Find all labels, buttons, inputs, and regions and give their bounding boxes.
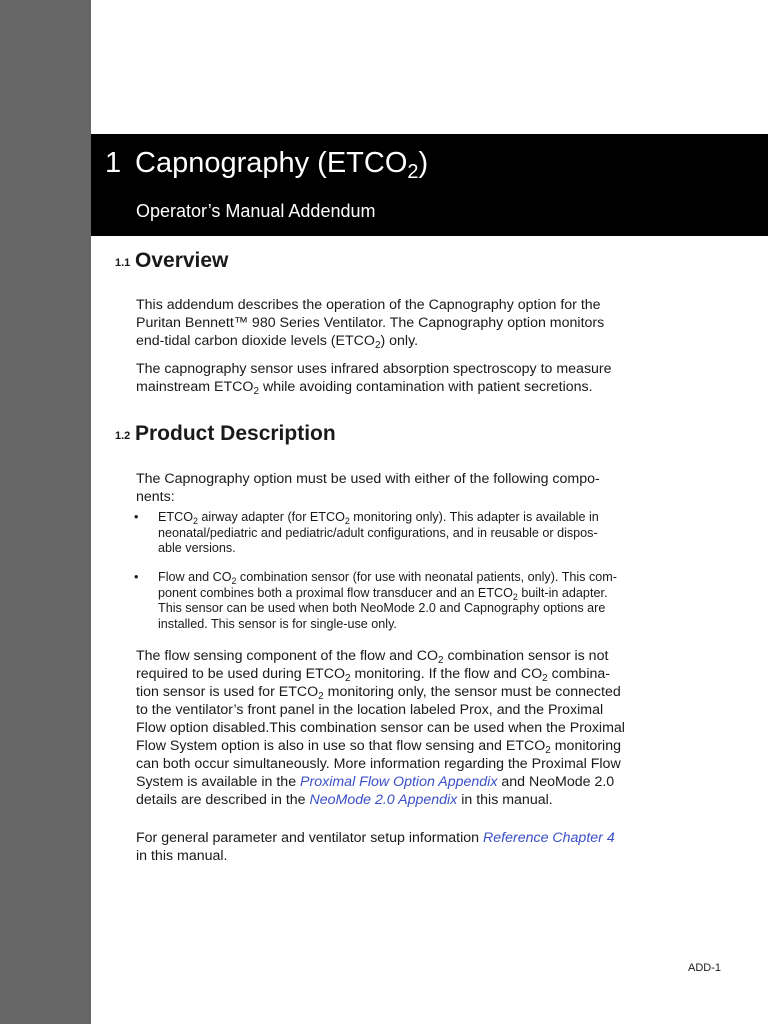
text-line: to the ventilator’s front panel in the location labeled Prox, and the Proximal <box>136 702 604 718</box>
text-run: combina- <box>547 666 610 682</box>
text-run: ponent combines both a proximal flow transducer and an ETCO <box>158 585 513 600</box>
text-line <box>136 378 632 396</box>
text-line <box>158 510 599 526</box>
section-heading-product-description <box>115 422 336 446</box>
text-run: in this manual. <box>457 792 553 808</box>
chapter-title-close: ) <box>418 147 429 179</box>
text-run: and NeoMode 2.0 <box>497 774 615 790</box>
text-run: while avoiding contamination with patient secretions. <box>259 379 593 395</box>
text-run: monitoring only). This adapter is available in <box>349 510 599 524</box>
product-intro-paragraph <box>136 470 632 506</box>
text-run: Flow System option is also in use so that flow sensing and ETCO <box>136 738 546 754</box>
chapter-title-subscript: 2 <box>407 161 419 183</box>
chapter-title <box>105 146 429 183</box>
text-line <box>136 737 632 755</box>
text-run: combination sensor is not <box>443 648 609 664</box>
text-run: Flow and CO <box>158 570 232 584</box>
text-line <box>136 773 632 791</box>
text-line <box>136 683 632 701</box>
chapter-title-text: Capnography (ETCO <box>135 147 408 179</box>
overview-paragraph-2 <box>136 360 632 396</box>
subscript: 2 <box>253 386 259 397</box>
overview-paragraph-1 <box>136 296 632 350</box>
text-run: The flow sensing component of the flow and CO <box>136 648 439 664</box>
text-line <box>136 647 632 665</box>
section-number: 1.1 <box>115 257 131 269</box>
bullet-text <box>158 570 617 632</box>
text-run: airway adapter (for ETCO <box>197 510 345 524</box>
chapter-header <box>91 134 768 236</box>
section-title: Product Description <box>135 422 336 445</box>
product-paragraph-flow-sensing <box>136 647 632 809</box>
subscript: 2 <box>318 691 324 702</box>
text-line: The capnography sensor uses infrared absorption spectroscopy to measure <box>136 361 612 377</box>
text-line: This addendum describes the operation of the Capnography option for the <box>136 297 601 313</box>
text-line: can both occur simultaneously. More information regarding the Proximal Flow <box>136 756 621 772</box>
text-run: System is available in the <box>136 774 301 790</box>
subscript: 2 <box>374 340 381 351</box>
subscript: 2 <box>512 591 518 602</box>
text-line <box>158 586 617 602</box>
text-run: mainstream ETCO <box>136 379 254 395</box>
text-run: monitoring. If the flow and CO <box>350 666 543 682</box>
subscript: 2 <box>345 673 351 684</box>
subscript: 2 <box>231 576 237 586</box>
section-title: Overview <box>135 249 229 272</box>
subscript: 2 <box>192 516 198 526</box>
chapter-number: 1 <box>105 147 122 179</box>
chapter-subtitle: Operator’s Manual Addendum <box>136 201 376 221</box>
section-number: 1.2 <box>115 430 131 442</box>
reference-chapter-4-link[interactable]: Reference Chapter 4 <box>483 830 615 846</box>
page-number: ADD-1 <box>688 962 722 974</box>
text-line: The Capnography option must be used with either of the following compo- <box>136 471 600 487</box>
text-line: installed. This sensor is for single-use only. <box>158 616 397 631</box>
text-line <box>136 665 632 683</box>
text-run: details are described in the <box>136 792 310 808</box>
subscript: 2 <box>344 516 350 526</box>
side-margin-bar <box>0 0 91 1024</box>
proximal-flow-appendix-link[interactable]: Proximal Flow Option Appendix <box>300 774 498 790</box>
text-line: neonatal/pediatric and pediatric/adult configurations, and in reusable or dispos- <box>158 525 598 540</box>
text-line: in this manual. <box>136 848 228 864</box>
text-line <box>158 570 617 586</box>
text-run: monitoring only, the sensor must be connected <box>323 684 621 700</box>
text-run: combination sensor (for use with neonatal patients, only). This com- <box>236 570 617 584</box>
text-run: tion sensor is used for ETCO <box>136 684 319 700</box>
subscript: 2 <box>438 655 444 666</box>
text-line: nents: <box>136 489 175 505</box>
text-line <box>136 791 632 809</box>
subscript: 2 <box>545 745 551 756</box>
text-line <box>136 829 632 847</box>
text-run: end-tidal carbon dioxide levels (ETCO <box>136 333 375 349</box>
bullet-text <box>158 510 599 557</box>
neomode-appendix-link[interactable]: NeoMode 2.0 Appendix <box>309 792 458 808</box>
product-paragraph-reference <box>136 829 632 865</box>
text-line: Puritan Bennett™ 980 Series Ventilator. The Capnography option monitors <box>136 315 605 331</box>
text-run: For general parameter and ventilator setup information <box>136 830 483 846</box>
bullet-marker: • <box>134 510 139 524</box>
bullet-marker: • <box>134 570 139 584</box>
text-run: required to be used during ETCO <box>136 666 345 682</box>
text-line: This sensor can be used when both NeoMode 2.0 and Capnography options are <box>158 601 606 616</box>
text-line: able versions. <box>158 541 236 556</box>
text-run: ) only. <box>380 333 419 349</box>
text-run: monitoring <box>550 738 621 754</box>
text-run: built-in adapter. <box>517 585 608 600</box>
subscript: 2 <box>542 673 548 684</box>
text-line <box>136 332 632 350</box>
text-line: Flow option disabled.This combination sensor can be used when the Proximal <box>136 720 625 736</box>
text-run: ETCO <box>158 510 193 524</box>
section-heading-overview <box>115 249 228 273</box>
